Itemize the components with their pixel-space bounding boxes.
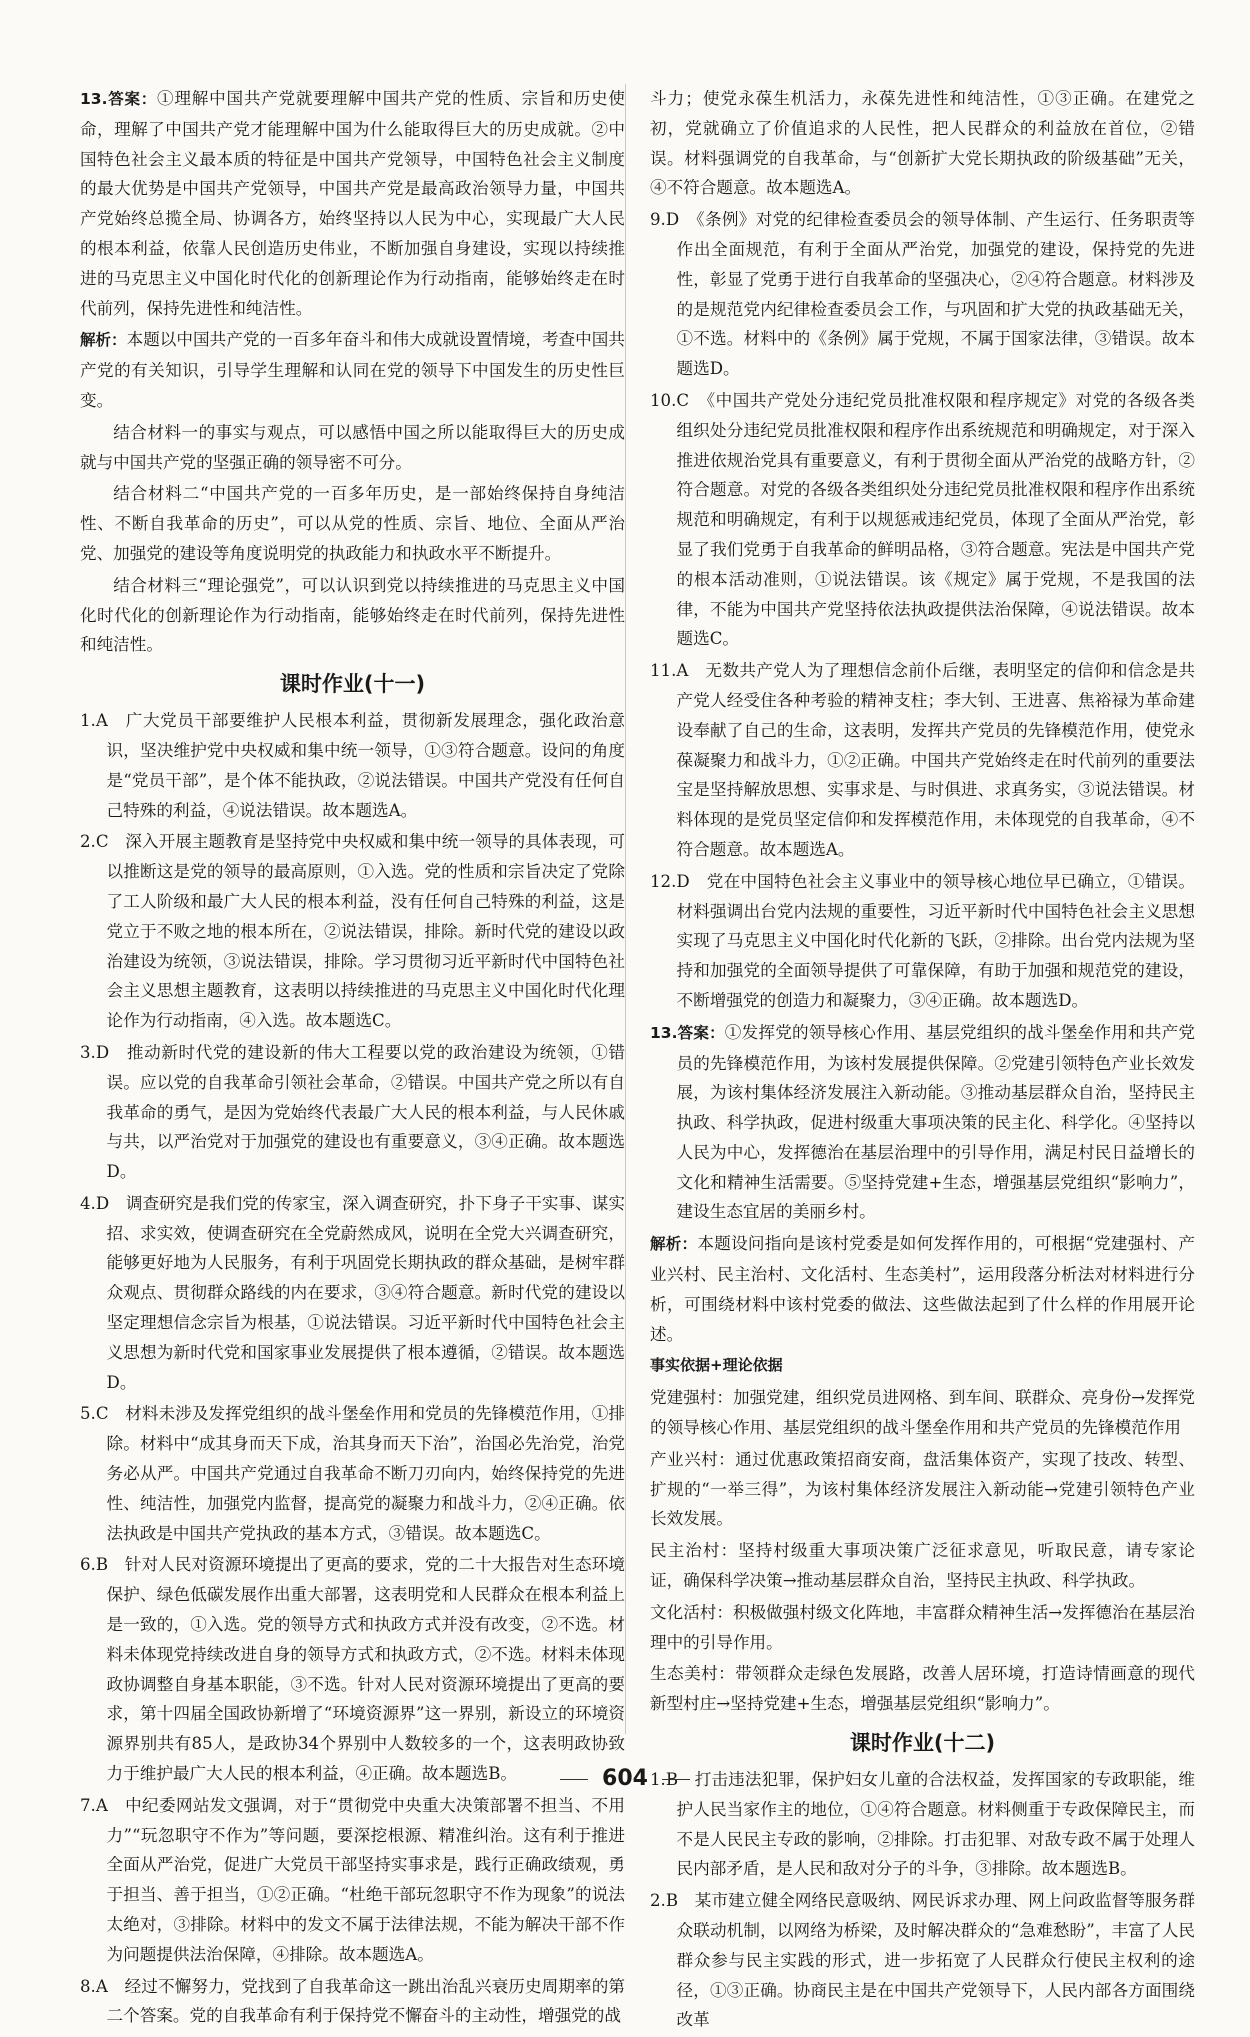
q13-analysis-text: 本题以中国共产党的一百多年奋斗和伟大成就设置情境，考查中国共产党的有关知识，引导学生理解和认同在党的领导下中国发生的历史性巨变。 bbox=[80, 330, 625, 410]
answer-item: 11.A 无数共产党人为了理想信念前仆后继，表明坚定的信仰和信念是共产党人经受住各种考验的精神支柱；李大钊、王进喜、焦裕禄为革命建设奉献了自己的生命，这表明，发挥共产党员的先锋模范作用，使党永葆凝聚力和战斗力，①②正确。中国共产党始终走在时代前列的重要法宝是坚持解放思想、实事求是、与时俱进、求真务实，③说法错误。材料体现的是党员坚定信仰和发挥模范作用，未体现党的自我革命，④不符合题意。故本题选A。 bbox=[650, 661, 1195, 859]
answer-item: 7.A 中纪委网站发文强调，对于“贯彻党中央重大决策部署不担当、不用力”“玩忽职守不作为”等问题，要深挖根源、精准纠治。这有利于推进全面从严治党，促进广大党员干部坚持实事求是，践行正确政绩观，勇于担当、善于担当，①②正确。“杜绝干部玩忽职守不作为现象”的说法太绝对，③排除。材料中的发文不属于法律法规，不能为解决干部不作为问题提供法治保障，④排除。故本题选A。 bbox=[80, 1795, 625, 1964]
q13-answer bbox=[80, 84, 625, 323]
q13-label: 13.答案： bbox=[80, 90, 158, 108]
answer-item: 2.B 某市建立健全网络民意吸纳、网民诉求办理、网上问政监督等服务群众联动机制，以网络为桥梁，及时解决群众的“急难愁盼”，丰富了人民群众参与民主实践的形式，进一步拓宽了人民群众行使民主权利的途径，①③正确。协商民主是在中国共产党领导下，人民内部各方面围绕改革 bbox=[650, 1891, 1195, 2030]
q13-analysis-label: 解析： bbox=[80, 331, 127, 350]
q13-analysis-p3: 结合材料三“理论强党”，可以认识到党以持续推进的马克思主义中国化时代化的创新理论作为行动指南，能够始终走在时代前列，保持先进性和纯洁性。 bbox=[80, 575, 625, 655]
q13-analysis-right-text: 本题设问指向是该村党委是如何发挥作用的，可根据“党建强村、产业兴村、民主治村、文化活村、生态美村”，运用段落分析法对材料进行分析，可围绕材料中该村党委的做法、这些做法起到了什么样的作用展开论述。 bbox=[650, 1234, 1195, 1344]
page-number: 604 bbox=[602, 1766, 648, 1791]
q13-answer-right bbox=[650, 1018, 1195, 1228]
right-column bbox=[650, 84, 1195, 2037]
fact-item: 民主治村：坚持村级重大事项决策广泛征求意见，听取民意，请专家论证，确保科学决策→推动基层群众自治，坚持民主执政、科学执政。 bbox=[650, 1541, 1195, 1591]
answer-item: 1.A 广大党员干部要维护人民根本利益，贯彻新发展理念，强化政治意识，坚决维护党中央权威和集中统一领导，①③符合题意。设问的角度是“党员干部”，是个体不能执政，②说法错误。中国共产党没有任何自己特殊的利益，④说法错误。故本题选A。 bbox=[80, 711, 625, 820]
q13-analysis-p1: 结合材料一的事实与观点，可以感悟中国之所以能取得巨大的历史成就与中国共产党的坚强正确的领导密不可分。 bbox=[80, 422, 625, 472]
answer-item: 12.D 党在中国特色社会主义事业中的领导核心地位早已确立，①错误。材料强调出台党内法规的重要性，习近平新时代中国特色社会主义思想实现了马克思主义中国化时代化新的飞跃，②排除。出台党内法规为坚持和加强党的全面领导提供了可靠保障，有助于加强和规范党的建设，不断增强党的创造力和凝聚力，③④正确。故本题选D。 bbox=[650, 871, 1195, 1010]
fact-item: 生态美村：带领群众走绿色发展路，改善人居环境，打造诗情画意的现代新型村庄→坚持党建+生态，增强基层党组织“影响力”。 bbox=[650, 1664, 1195, 1714]
section-title-11: 课时作业(十一) bbox=[279, 672, 426, 697]
fact-item: 产业兴村：通过优惠政策招商安商，盘活集体资产，实现了技改、转型、扩规的“一举三得”，为该村集体经济发展注入新动能→党建引领特色产业长效发展。 bbox=[650, 1449, 1195, 1529]
page-number-footer bbox=[0, 1766, 1250, 1791]
fact-item: 党建强村：加强党建，组织党员进网格、到车间、联群众、亮身份→发挥党的领导核心作用、基层党组织的战斗堡垒作用和共产党员的先锋模范作用 bbox=[650, 1388, 1195, 1438]
q13-analysis-right bbox=[650, 1229, 1195, 1349]
answer-item: 8.A 经过不懈努力，党找到了自我革命这一跳出治乱兴衰历史周期率的第二个答案。党的自我革命有利于保持党不懈奋斗的主动性，增强党的战 bbox=[80, 1976, 625, 2026]
q13-answer-text: ①理解中国共产党就要理解中国共产党的性质、宗旨和历史使命，理解了中国共产党才能理解中国为什么能取得巨大的历史成就。②中国特色社会主义最本质的特征是中国共产党领导，中国特色社会主义制度的最大优势是中国共产党领导，中国共产党是最高政治领导力量，中国共产党始终总揽全局、协调各方，始终坚持以人民为中心，实现最广大人民的根本利益，依靠人民创造历史伟业，不断加强自身建设，实现以持续推进的马克思主义中国化时代化的创新理论作为行动指南，能够始终走在时代前列，保持先进性和纯洁性。 bbox=[80, 89, 625, 318]
answer-item: 4.D 调查研究是我们党的传家宝，深入调查研究，扑下身子干实事、谋实招、求实效，使调查研究在全党蔚然成风，说明在全党大兴调查研究，能够更好地为人民服务，有利于巩固党长期执政的群众基础，是树牢群众观点、贯彻群众路线的内在要求，③④符合题意。新时代党的建设以坚定理想信念宗旨为根基，①说法错误。习近平新时代中国特色社会主义思想为新时代党和国家事业发展提供了根本遵循，②错误。故本题选D。 bbox=[80, 1193, 625, 1392]
q13-answer-right-text: ①发挥党的领导核心作用、基层党组织的战斗堡垒作用和共产党员的先锋模范作用，为该村发展提供保障。②党建引领特色产业长效发展，为该村集体经济发展注入新动能。③推动基层群众自治，坚持民主执政、科学执政，促进村级重大事项决策的民主化、科学化。④坚持以人民为中心，发挥德治在基层治理中的引导作用，满足村民日益增长的文化和精神生活需要。⑤坚持党建+生态，增强基层党组织“影响力”，建设生态宜居的美丽乡村。 bbox=[676, 1022, 1195, 1222]
footer-dash-right bbox=[662, 1779, 690, 1780]
left-column bbox=[80, 84, 625, 2033]
answer-item: 10.C 《中国共产党处分违纪党员批准权限和程序规定》对党的各级各类组织处分违纪党员批准权限和程序作出系统规范和明确规定，对于深入推进依规治党具有重要意义，有利于贯彻全面从严治党的战略方针，②符合题意。对党的各级各类组织处分违纪党员批准权限和程序作出系统规范和明确规定，有利于以规惩戒违纪党员，体现了全面从严治党，彰显了我们党勇于自我革命的鲜明品格，③符合题意。宪法是中国共产党的根本活动准则，①说法错误。该《规定》属于党规，不是我国的法律，不能为中国共产党坚持依法执政提供法治保障，④说法错误。故本题选C。 bbox=[650, 390, 1195, 649]
q13-analysis-label-right: 解析： bbox=[650, 1235, 698, 1254]
answer-item: 5.C 材料未涉及发挥党组织的战斗堡垒作用和党员的先锋模范作用，①排除。材料中“成其身而天下成，治其身而天下治”，治国必先治党，治党务必从严。中国共产党通过自我革命不断刀刃向内，始终保持党的先进性、纯洁性，加强党内监督，提高党的凝聚力和战斗力，②④正确。依法执政是中国共产党执政的基本方式，③错误。故本题选C。 bbox=[80, 1404, 625, 1543]
answer-item-continued: 斗力；使党永葆生机活力，永葆先进性和纯洁性，①③正确。在建党之初，党就确立了价值追求的人民性，把人民群众的利益放在首位，②错误。材料强调党的自我革命，与“创新扩大党长期执政的阶级基础”无关，④不符合题意。故本题选A。 bbox=[650, 89, 1195, 198]
q13-label-right: 13.答案： bbox=[650, 1023, 725, 1042]
answer-item: 1.B 打击违法犯罪，保护妇女儿童的合法权益，发挥国家的专政职能，维护人民当家作主的地位，①④符合题意。材料侧重于专政保障民主，而不是人民民主专政的影响，②排除。打击犯罪、对敌专政不属于处理人民内部矛盾，是人民和敌对分子的斗争，③排除。故本题选B。 bbox=[650, 1770, 1195, 1879]
column-divider bbox=[625, 84, 626, 1734]
footer-dash-left bbox=[560, 1779, 588, 1780]
fact-item: 文化活村：积极做强村级文化阵地，丰富群众精神生活→发挥德治在基层治理中的引导作用。 bbox=[650, 1602, 1195, 1652]
answer-item: 2.C 深入开展主题教育是坚持党中央权威和集中统一领导的具体表现，可以推断这是党的领导的最高原则，①入选。党的性质和宗旨决定了党除了工人阶级和最广大人民的根本利益，没有任何自己特殊的利益，这是党立于不败之地的根本所在，②说法错误，排除。新时代党的建设以政治建设为统领，③说法错误，排除。学习贯彻习近平新时代中国特色社会主义思想主题教育，这表明以持续推进的马克思主义中国化时代化理论作为行动指南，④入选。故本题选C。 bbox=[80, 832, 625, 1031]
answer-item: 3.D 推动新时代党的建设新的伟大工程要以党的政治建设为统领，①错误。应以党的自我革命引领社会革命，②错误。中国共产党之所以有自我革命的勇气，是因为党始终代表最广大人民的根本利益，与人民休戚与共，以严治党对于加强党的建设也有重要意义，③④正确。故本题选D。 bbox=[80, 1042, 625, 1182]
facts-heading: 事实依据+理论依据 bbox=[650, 1356, 783, 1375]
section-title-12: 课时作业(十二) bbox=[849, 1731, 996, 1756]
q13-analysis bbox=[80, 325, 625, 415]
answer-item: 9.D 《条例》对党的纪律检查委员会的领导体制、产生运行、任务职责等作出全面规范，有利于全面从严治党，加强党的建设，保持党的先进性，彰显了党勇于进行自我革命的坚强决心，②④符合题意。材料涉及的是规范党内纪律检查委员会工作，与巩固和扩大党的执政基础无关，①不选。材料中的《条例》属于党规，不属于国家法律，③错误。故本题选D。 bbox=[650, 210, 1195, 379]
answer-item: 6.B 针对人民对资源环境提出了更高的要求，党的二十大报告对生态环境保护、绿色低碳发展作出重大部署，这表明党和人民群众在根本利益上是一致的，①入选。党的领导方式和执政方式并没有改变，②不选。材料未体现党持续改进自身的领导方式和执政方式，②不选。材料未体现政协调整自身基本职能，③不选。针对人民对资源环境提出了更高的要求，第十四届全国政协新增了“环境资源界”这一界别，新设立的环境资源界别共有85人，是政协34个界别中人数较多的一个，这表明政协致力于维护最广大人民的根本利益，④正确。故本题选B。 bbox=[80, 1555, 625, 1784]
q13-analysis-p2: 结合材料二“中国共产党的一百多年历史，是一部始终保持自身纯洁性、不断自我革命的历史”，可以从党的性质、宗旨、地位、全面从严治党、加强党的建设等角度说明党的执政能力和执政水平不断提升。 bbox=[80, 484, 625, 563]
